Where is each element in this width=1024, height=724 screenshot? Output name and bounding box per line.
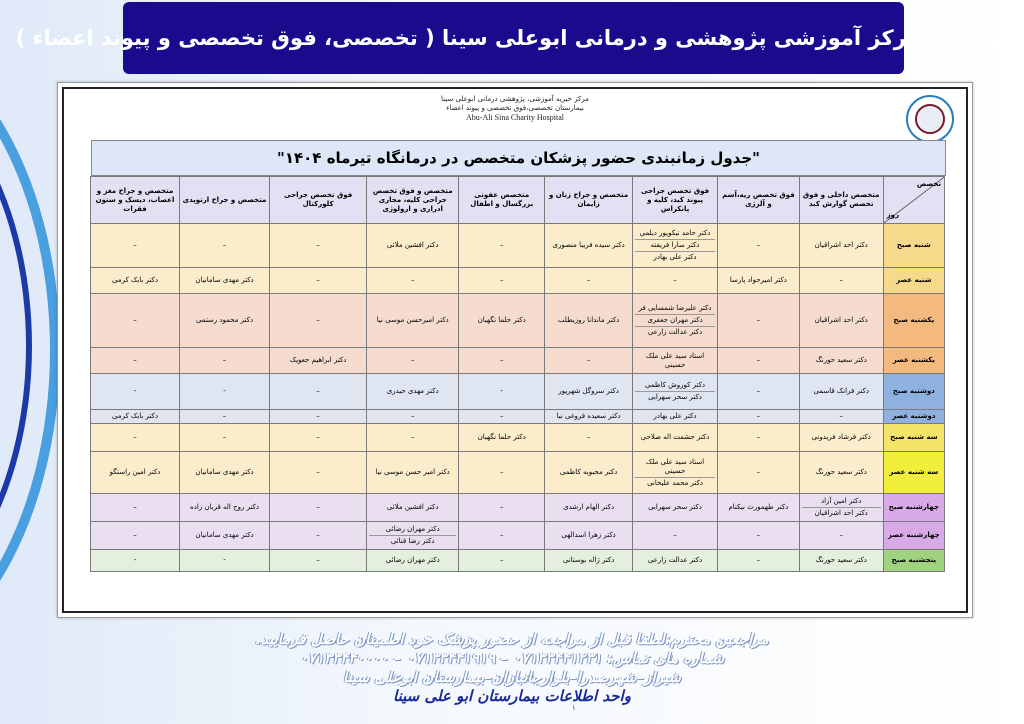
table-row bbox=[91, 294, 945, 348]
doctor-name: دکتر علی بهادر bbox=[653, 253, 697, 261]
table-row bbox=[91, 224, 945, 268]
day-cell: دوشنبه عصر bbox=[883, 410, 944, 424]
doctor-cell: دکتر ابراهیم جعویک bbox=[270, 348, 367, 374]
org-line-2: بیمارستان تخصصی،فوق تخصصی و پیوند اعضاء bbox=[446, 104, 584, 112]
doctor-cell: دکتر محبوبه کاظمی bbox=[545, 452, 633, 494]
doctor-name: دکتر عدالت زارعی bbox=[647, 328, 703, 336]
org-line-3: Abu-Ali Sina Charity Hospital bbox=[466, 113, 564, 122]
day-cell: پنجشنبه صبح bbox=[883, 550, 944, 572]
doctor-cell: – bbox=[270, 452, 367, 494]
doctor-cell: دکتر احد اشراقیان bbox=[799, 294, 883, 348]
page-header bbox=[15, 2, 1012, 74]
doctor-name: دکتر امین آزاد bbox=[802, 496, 881, 508]
doctor-cell bbox=[633, 374, 718, 410]
doctor-cell: – bbox=[180, 410, 270, 424]
doctor-cell: – bbox=[270, 522, 367, 550]
doctor-cell: – bbox=[270, 268, 367, 294]
doctor-cell bbox=[633, 224, 718, 268]
doctor-cell: – bbox=[799, 268, 883, 294]
doctor-cell: دکتر ژاله بوستانی bbox=[545, 550, 633, 572]
doctor-cell: دکتر مهدی سامانیان bbox=[180, 452, 270, 494]
day-cell: سه شنبه عصر bbox=[883, 452, 944, 494]
doctor-name: دکتر مهران رضائی bbox=[369, 524, 456, 536]
day-cell: یکشنبه عصر bbox=[883, 348, 944, 374]
doctor-cell: - bbox=[91, 550, 180, 572]
doctor-cell: – bbox=[633, 268, 718, 294]
doctor-cell: دکتر عدالت زارعی bbox=[633, 550, 718, 572]
doctor-cell: - bbox=[180, 374, 270, 410]
footer-unit: واحد اطلاعات بیمارستان ابو علی سینا bbox=[393, 687, 631, 705]
table-row bbox=[91, 550, 945, 572]
corner-cell bbox=[883, 177, 944, 224]
footer-notice: مراجعین محترم:لطفا قبل از مراجعه از حضور پزشک خود اطمینان حاصل فرمایید. bbox=[255, 630, 769, 648]
doctor-cell: دکتر سعید حورنگ bbox=[799, 452, 883, 494]
doctor-cell: – bbox=[270, 494, 367, 522]
doctor-cell: – bbox=[717, 224, 799, 268]
doctor-cell: دکتر مهران رضائی bbox=[367, 550, 459, 572]
footer-address: شیراز–شهرصدرا–بلوارجانبازان–بیمارستان ابوعلی سینا bbox=[343, 668, 681, 686]
doctor-cell: – bbox=[459, 410, 545, 424]
org-info bbox=[64, 95, 966, 122]
doctor-cell: – bbox=[91, 494, 180, 522]
schedule-table bbox=[90, 176, 945, 572]
footer bbox=[0, 630, 1024, 724]
column-header: متخصص و فوق تخصص جراحی کلیه، مجاری ادراری و ارولوژی bbox=[367, 177, 459, 224]
doctor-cell: – bbox=[459, 522, 545, 550]
doctor-cell: – bbox=[91, 224, 180, 268]
doctor-cell: – bbox=[799, 410, 883, 424]
doctor-cell: – bbox=[367, 268, 459, 294]
doctor-cell: دکتر فرانک قاسمی bbox=[799, 374, 883, 410]
doctor-cell: - bbox=[91, 374, 180, 410]
doctor-cell: – bbox=[270, 550, 367, 572]
doctor-cell: – bbox=[799, 522, 883, 550]
doctor-cell: دکتر امیرحسن موسی نیا bbox=[367, 294, 459, 348]
table-row bbox=[91, 494, 945, 522]
column-header: متخصص و جراح مغز و اعصاب، دیسک و ستون فقرات bbox=[91, 177, 180, 224]
doctor-cell: – bbox=[717, 424, 799, 452]
doctor-cell: - bbox=[180, 550, 270, 572]
doctor-cell bbox=[367, 522, 459, 550]
page-number: ۱ bbox=[572, 704, 576, 712]
doctor-cell: – bbox=[367, 410, 459, 424]
doctor-cell: – bbox=[91, 294, 180, 348]
doctor-cell: – bbox=[367, 424, 459, 452]
doctor-cell: – bbox=[91, 424, 180, 452]
doctor-name: دکتر سارا فریفته bbox=[635, 240, 715, 252]
doctor-cell: دکتر مهدی حیدری bbox=[367, 374, 459, 410]
doctor-name: دکتر مهران جعفری bbox=[635, 315, 715, 327]
doctor-cell: – bbox=[91, 348, 180, 374]
doctor-cell: دکتر سعید حورنگ bbox=[799, 550, 883, 572]
doctor-cell: دکتر زهرا اسدالهی bbox=[545, 522, 633, 550]
doctor-cell: دکتر امیر حسن موسی نیا bbox=[367, 452, 459, 494]
column-header: فوق تخصص جراحی کلورکتال bbox=[270, 177, 367, 224]
doctor-cell: – bbox=[717, 374, 799, 410]
doctor-cell: - bbox=[459, 374, 545, 410]
doctor-cell: دکتر روح اله قربان زاده bbox=[180, 494, 270, 522]
doctor-cell: – bbox=[180, 348, 270, 374]
doctor-cell: دکتر سروگل شهرپور bbox=[545, 374, 633, 410]
doctor-cell: – bbox=[180, 424, 270, 452]
doctor-name: دکتر کوروش کاظمی bbox=[635, 380, 715, 392]
doctor-cell: دکتر احد اشراقیان bbox=[799, 224, 883, 268]
doctor-cell: – bbox=[270, 410, 367, 424]
doctor-cell: – bbox=[270, 224, 367, 268]
org-line-1: مرکز خیریه آموزشی، پژوهشی درمانی ابوعلی سینا bbox=[441, 95, 589, 103]
doctor-cell: دکتر سحر سهرابی bbox=[633, 494, 718, 522]
table-row bbox=[91, 522, 945, 550]
doctor-cell: دکتر حلما نگهبان bbox=[459, 424, 545, 452]
doctor-name: دکتر علیرضا شمسایی فر bbox=[635, 303, 715, 315]
doctor-cell: – bbox=[270, 374, 367, 410]
day-cell: شنبه صبح bbox=[883, 224, 944, 268]
day-cell: چهارشنبه صبح bbox=[883, 494, 944, 522]
doctor-cell: – bbox=[717, 294, 799, 348]
doctor-cell: دکتر سعیده فروغی نیا bbox=[545, 410, 633, 424]
doctor-cell bbox=[633, 452, 718, 494]
doctor-name: استاد سید علی ملک حسینی bbox=[635, 457, 715, 478]
doctor-cell: – bbox=[459, 452, 545, 494]
doctor-cell: دکتر فرشاد فریدونی bbox=[799, 424, 883, 452]
doctor-name: دکتر رضا قنائی bbox=[390, 537, 435, 545]
doctor-cell: دکتر ماندانا روزیطلب bbox=[545, 294, 633, 348]
doctor-cell: – bbox=[270, 424, 367, 452]
doctor-cell bbox=[633, 294, 718, 348]
doctor-cell: دکتر سیده فریبا منصوری bbox=[545, 224, 633, 268]
table-row bbox=[91, 374, 945, 410]
hospital-logo-icon bbox=[906, 95, 954, 143]
footer-phones: شماره های تماس: ۰۷۱۳۳۴۴۱۲۳۱ – ۰۷۱۳۳۴۴۱۹۱۹ – ۰۷۱۳۳۴۴۰۰۰۰ bbox=[299, 649, 725, 667]
day-cell: چهارشنبه عصر bbox=[883, 522, 944, 550]
doctor-cell: – bbox=[717, 522, 799, 550]
doctor-cell: دکتر بابک کرمی bbox=[91, 410, 180, 424]
doctor-name: دکتر احد اشراقیان bbox=[814, 509, 868, 517]
corner-specialty: تخصص bbox=[916, 180, 941, 188]
column-header: متخصص عفونی بزرگسال و اطفال bbox=[459, 177, 545, 224]
doctor-cell: – bbox=[367, 348, 459, 374]
doctor-cell: – bbox=[633, 522, 718, 550]
doctor-cell: دکتر طهمورث نیکنام bbox=[717, 494, 799, 522]
doctor-cell: دکتر حلما نگهبان bbox=[459, 294, 545, 348]
doctor-cell: – bbox=[545, 348, 633, 374]
doctor-cell: – bbox=[717, 452, 799, 494]
doctor-cell: – bbox=[459, 550, 545, 572]
doctor-cell: – bbox=[545, 268, 633, 294]
header-title: درمانگاه مرکز آموزشی پژوهشی و درمانی ابوعلی سینا ( تخصصی، فوق تخصصی و پیوند اعضاء ) bbox=[15, 26, 1012, 50]
table-row bbox=[91, 424, 945, 452]
day-cell: شنبه عصر bbox=[883, 268, 944, 294]
doctor-name: دکتر سحر سهرابی bbox=[648, 393, 702, 401]
column-header: فوق تخصص جراحی پیوند کبد، کلیه و پانکراس bbox=[633, 177, 718, 224]
day-cell: دوشنبه صبح bbox=[883, 374, 944, 410]
table-row bbox=[91, 348, 945, 374]
doctor-name: دکتر محمد علیخانی bbox=[647, 478, 703, 487]
doctor-cell: – bbox=[459, 268, 545, 294]
column-header: متخصص و جراح ارتوپدی bbox=[180, 177, 270, 224]
doctor-cell: دکتر مهدی سامانیان bbox=[180, 522, 270, 550]
column-header: متخصص داخلی و فوق تخصص گوارش کبد bbox=[799, 177, 883, 224]
doctor-cell: دکتر افشین ملائی bbox=[367, 224, 459, 268]
doctor-cell: دکتر سعید حورنگ bbox=[799, 348, 883, 374]
doctor-cell: – bbox=[717, 348, 799, 374]
doctor-name: دکتر حامد نیکوپور دیلمی bbox=[635, 228, 715, 240]
doctor-cell: دکتر امین راستگو bbox=[91, 452, 180, 494]
header-row bbox=[91, 177, 945, 224]
doctor-cell: – bbox=[717, 550, 799, 572]
doctor-cell bbox=[799, 494, 883, 522]
doctor-cell: استاد سید علی ملک حسینی bbox=[633, 348, 718, 374]
doctor-cell: – bbox=[459, 348, 545, 374]
doctor-cell: – bbox=[545, 424, 633, 452]
doctor-cell: دکتر امیرجواد پارسا bbox=[717, 268, 799, 294]
doctor-cell: دکتر مهدی سامانیان bbox=[180, 268, 270, 294]
doctor-cell: – bbox=[717, 410, 799, 424]
day-cell: سه شنبه صبح bbox=[883, 424, 944, 452]
doctor-cell: – bbox=[180, 224, 270, 268]
doctor-cell: دکتر الهام ارشدی bbox=[545, 494, 633, 522]
table-row bbox=[91, 452, 945, 494]
corner-day: روز bbox=[886, 211, 900, 219]
column-header: متخصص و جراح زنان و زایمان bbox=[545, 177, 633, 224]
doctor-cell: دکتر محمود رستمی bbox=[180, 294, 270, 348]
table-row bbox=[91, 268, 945, 294]
doctor-cell: دکتر علی بهادر bbox=[633, 410, 718, 424]
doctor-cell: دکتر بابک کرمی bbox=[91, 268, 180, 294]
doctor-cell: – bbox=[91, 522, 180, 550]
table-title: "جدول زمانبندی حضور پزشکان متخصص در درمانگاه تیرماه ۱۴۰۴" bbox=[91, 140, 946, 176]
doctor-cell: – bbox=[270, 294, 367, 348]
doctor-cell: دکتر حشمت اله صلاحی bbox=[633, 424, 718, 452]
doctor-cell: – bbox=[459, 224, 545, 268]
table-row bbox=[91, 410, 945, 424]
doctor-cell: دکتر افشین ملائی bbox=[367, 494, 459, 522]
day-cell: یکشنبه صبح bbox=[883, 294, 944, 348]
column-header: فوق تخصص ریه،آسم و آلرژی bbox=[717, 177, 799, 224]
doctor-cell: – bbox=[459, 494, 545, 522]
